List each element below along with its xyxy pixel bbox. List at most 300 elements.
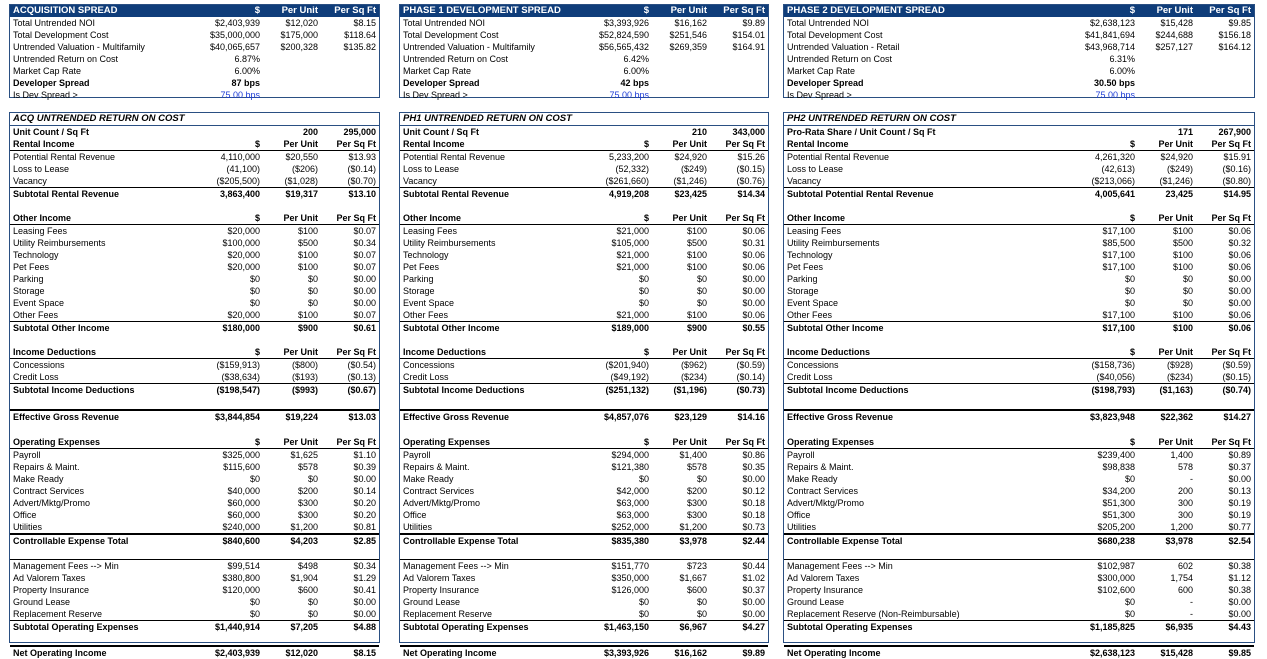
sqft-value[interactable]: 295,000 bbox=[343, 127, 376, 137]
per-sqft-cell[interactable]: $0.38 bbox=[1228, 585, 1251, 595]
per-unit-cell[interactable]: $300 bbox=[297, 498, 318, 508]
per-unit-cell[interactable]: $498 bbox=[297, 561, 318, 571]
per-unit-cell[interactable]: 1,200 bbox=[1170, 522, 1193, 532]
amount-cell[interactable]: $105,000 bbox=[611, 238, 649, 248]
amount-cell[interactable]: $ bbox=[643, 139, 649, 149]
per-sqft-cell[interactable]: ($0.14) bbox=[347, 164, 376, 174]
amount-cell[interactable]: $180,000 bbox=[222, 323, 260, 333]
label-cell[interactable]: Market Cap Rate bbox=[13, 66, 82, 76]
amount-cell[interactable]: ($49,192) bbox=[610, 372, 649, 382]
label-cell[interactable]: Subtotal Other Income bbox=[787, 323, 884, 333]
amount-cell[interactable]: $3,823,948 bbox=[1089, 412, 1135, 422]
per-unit-cell[interactable]: $100 bbox=[1172, 262, 1193, 272]
per-unit-cell[interactable]: $300 bbox=[686, 498, 707, 508]
per-unit-cell[interactable]: Per Unit bbox=[672, 213, 707, 223]
per-sqft-cell[interactable]: $0.07 bbox=[353, 226, 376, 236]
per-sqft-cell[interactable]: $0.00 bbox=[353, 597, 376, 607]
per-unit-cell[interactable]: $23,425 bbox=[674, 189, 707, 199]
per-sqft-cell[interactable]: $2.44 bbox=[742, 536, 765, 546]
amount-cell[interactable]: $40,000 bbox=[227, 486, 260, 496]
per-unit-cell[interactable]: $100 bbox=[297, 250, 318, 260]
per-unit-cell[interactable]: 200 bbox=[1177, 486, 1193, 496]
amount-cell[interactable]: $2,403,939 bbox=[214, 648, 260, 658]
per-sqft-cell[interactable] bbox=[1193, 53, 1254, 65]
label-cell[interactable]: Ground Lease bbox=[13, 597, 71, 607]
label-cell[interactable]: Untrended Valuation - Multifamily bbox=[403, 42, 535, 52]
per-unit-cell[interactable]: $500 bbox=[1172, 238, 1193, 248]
per-unit-cell[interactable]: $300 bbox=[686, 510, 707, 520]
label-cell[interactable]: Property Insurance bbox=[13, 585, 90, 595]
label-cell[interactable]: Controllable Expense Total bbox=[403, 536, 519, 546]
per-sqft-cell[interactable] bbox=[707, 89, 768, 101]
label-cell[interactable]: Vacancy bbox=[787, 176, 821, 186]
per-unit-cell[interactable] bbox=[1135, 89, 1193, 101]
per-unit-cell[interactable] bbox=[260, 77, 318, 89]
amount-cell[interactable]: $294,000 bbox=[611, 450, 649, 460]
label-cell[interactable]: Leasing Fees bbox=[403, 226, 458, 236]
label-cell[interactable]: Rental Income bbox=[13, 139, 75, 149]
per-sqft-cell[interactable]: $8.15 bbox=[353, 648, 376, 658]
per-sqft-cell[interactable]: $0.06 bbox=[742, 310, 765, 320]
amount-cell[interactable]: $0 bbox=[1124, 286, 1135, 296]
per-unit-cell[interactable]: 300 bbox=[1177, 510, 1193, 520]
per-sqft-cell[interactable]: $0.00 bbox=[742, 286, 765, 296]
per-sqft-cell[interactable]: Per Sq Ft bbox=[336, 347, 376, 357]
per-unit-cell[interactable]: $1,667 bbox=[679, 573, 707, 583]
amount-cell[interactable]: ($159,913) bbox=[216, 360, 260, 370]
label-cell[interactable]: Credit Loss bbox=[13, 372, 59, 382]
per-sqft-cell[interactable] bbox=[1193, 65, 1254, 77]
amount-cell[interactable]: 87 bps bbox=[231, 78, 260, 88]
unit-count-value[interactable]: 210 bbox=[691, 127, 707, 137]
amount-cell[interactable]: $17,100 bbox=[1102, 226, 1135, 236]
per-sqft-cell[interactable]: $8.15 bbox=[353, 18, 376, 28]
label-cell[interactable]: Office bbox=[13, 510, 37, 520]
per-sqft-cell[interactable]: $0.00 bbox=[1228, 609, 1251, 619]
per-unit-cell[interactable] bbox=[260, 89, 318, 101]
per-sqft-cell[interactable]: $14.16 bbox=[737, 412, 765, 422]
label-cell[interactable]: Subtotal Rental Revenue bbox=[13, 189, 120, 199]
per-sqft-cell[interactable]: ($0.76) bbox=[736, 176, 765, 186]
per-unit-cell[interactable]: $200 bbox=[686, 486, 707, 496]
per-unit-cell[interactable]: 1,754 bbox=[1170, 573, 1193, 583]
per-unit-cell[interactable]: Per Unit bbox=[283, 437, 318, 447]
label-cell[interactable]: Loss to Lease bbox=[13, 164, 70, 174]
per-unit-cell[interactable]: $100 bbox=[686, 226, 707, 236]
label-cell[interactable]: Leasing Fees bbox=[787, 226, 842, 236]
amount-cell[interactable]: $60,000 bbox=[227, 510, 260, 520]
amount-cell[interactable]: $115,600 bbox=[223, 462, 260, 472]
per-sqft-cell[interactable]: Per Sq Ft bbox=[336, 213, 376, 223]
per-unit-cell[interactable] bbox=[1135, 53, 1193, 65]
per-unit-cell[interactable]: $3,978 bbox=[1165, 536, 1193, 546]
per-unit-cell[interactable]: $0 bbox=[696, 274, 707, 284]
per-sqft-cell[interactable]: $0.00 bbox=[742, 474, 765, 484]
amount-cell[interactable]: 6.00% bbox=[1109, 66, 1135, 76]
amount-cell[interactable]: $0 bbox=[638, 474, 649, 484]
per-sqft-cell[interactable]: $9.89 bbox=[742, 18, 765, 28]
per-sqft-cell[interactable]: ($0.67) bbox=[347, 385, 376, 395]
per-unit-cell[interactable]: $0 bbox=[696, 286, 707, 296]
label-cell[interactable]: Potential Rental Revenue bbox=[403, 152, 506, 162]
per-unit-cell[interactable]: $6,935 bbox=[1165, 622, 1193, 632]
label-cell[interactable]: Parking bbox=[787, 274, 818, 284]
label-cell[interactable]: Total Untrended NOI bbox=[13, 18, 96, 28]
per-sqft-cell[interactable]: $0.19 bbox=[1228, 510, 1251, 520]
label-cell[interactable]: Pet Fees bbox=[787, 262, 824, 272]
label-cell[interactable]: Technology bbox=[787, 250, 833, 260]
label-cell[interactable]: Total Untrended NOI bbox=[403, 18, 486, 28]
per-unit-cell[interactable]: ($1,246) bbox=[1159, 176, 1193, 186]
amount-cell[interactable]: $240,000 bbox=[222, 522, 260, 532]
per-sqft-cell[interactable]: Per Sq Ft bbox=[1211, 139, 1251, 149]
amount-cell[interactable]: $4,857,076 bbox=[603, 412, 649, 422]
per-unit-cell[interactable]: Per Unit bbox=[1158, 139, 1193, 149]
per-sqft-cell[interactable]: $0.35 bbox=[742, 462, 765, 472]
per-sqft-cell[interactable]: $0.00 bbox=[353, 274, 376, 284]
per-unit-cell[interactable]: $0 bbox=[1182, 274, 1193, 284]
per-sqft-cell[interactable]: $9.85 bbox=[1228, 648, 1251, 658]
amount-cell[interactable]: $300,000 bbox=[1097, 573, 1135, 583]
per-unit-cell[interactable]: $12,020 bbox=[285, 18, 318, 28]
per-unit-cell[interactable]: Per Unit bbox=[672, 437, 707, 447]
amount-cell[interactable]: 4,919,208 bbox=[608, 189, 649, 199]
label-cell[interactable]: Total Development Cost bbox=[403, 30, 499, 40]
sqft-value[interactable]: 343,000 bbox=[732, 127, 765, 137]
label-cell[interactable]: Contract Services bbox=[13, 486, 85, 496]
per-sqft-cell[interactable]: $0.32 bbox=[1228, 238, 1251, 248]
amount-cell[interactable]: $ bbox=[1129, 213, 1135, 223]
label-cell[interactable]: Parking bbox=[13, 274, 44, 284]
per-unit-cell[interactable]: $0 bbox=[696, 597, 707, 607]
amount-cell[interactable]: $21,000 bbox=[616, 262, 649, 272]
per-unit-cell[interactable]: $500 bbox=[297, 238, 318, 248]
amount-cell[interactable]: 6.42% bbox=[623, 54, 649, 64]
per-sqft-cell[interactable]: $0.38 bbox=[1228, 561, 1251, 571]
amount-cell[interactable]: $680,238 bbox=[1097, 536, 1135, 546]
per-unit-cell[interactable]: ($234) bbox=[1166, 372, 1193, 382]
amount-cell[interactable]: $ bbox=[643, 347, 649, 357]
per-sqft-cell[interactable]: ($0.13) bbox=[347, 372, 376, 382]
label-cell[interactable]: Concessions bbox=[787, 360, 839, 370]
amount-cell[interactable]: $0 bbox=[1124, 274, 1135, 284]
per-sqft-cell[interactable]: $135.82 bbox=[343, 42, 376, 52]
per-unit-cell[interactable]: $500 bbox=[686, 238, 707, 248]
per-unit-cell[interactable]: $200,328 bbox=[280, 42, 318, 52]
per-unit-cell[interactable]: 300 bbox=[1177, 498, 1193, 508]
per-unit-cell[interactable]: $6,967 bbox=[679, 622, 707, 632]
per-unit-cell[interactable]: Per Unit bbox=[283, 139, 318, 149]
per-unit-cell[interactable]: $16,162 bbox=[674, 648, 707, 658]
per-sqft-cell[interactable]: $0.00 bbox=[1228, 274, 1251, 284]
per-unit-cell[interactable]: ($1,196) bbox=[673, 385, 707, 395]
per-sqft-cell[interactable]: ($0.74) bbox=[1222, 385, 1251, 395]
amount-cell[interactable]: 6.87% bbox=[234, 54, 260, 64]
per-unit-cell[interactable] bbox=[1135, 65, 1193, 77]
label-cell[interactable]: Payroll bbox=[787, 450, 815, 460]
label-cell[interactable]: Other Fees bbox=[787, 310, 833, 320]
label-cell[interactable]: Developer Spread bbox=[403, 78, 480, 88]
amount-cell[interactable]: $51,300 bbox=[1102, 498, 1135, 508]
per-sqft-cell[interactable] bbox=[318, 89, 379, 101]
per-unit-cell[interactable]: $24,920 bbox=[1160, 152, 1193, 162]
amount-cell[interactable]: $102,600 bbox=[1097, 585, 1135, 595]
amount-cell[interactable]: $43,968,714 bbox=[1084, 42, 1135, 52]
amount-cell[interactable]: $63,000 bbox=[616, 498, 649, 508]
amount-cell[interactable]: 6.00% bbox=[234, 66, 260, 76]
label-cell[interactable]: Effective Gross Revenue bbox=[787, 412, 894, 422]
per-sqft-cell[interactable]: $0.18 bbox=[742, 498, 765, 508]
label-cell[interactable]: Vacancy bbox=[13, 176, 47, 186]
amount-cell[interactable]: $0 bbox=[1124, 298, 1135, 308]
label-cell[interactable]: Replacement Reserve bbox=[403, 609, 493, 619]
per-sqft-cell[interactable]: $1.29 bbox=[353, 573, 376, 583]
per-sqft-cell[interactable]: $164.12 bbox=[1218, 42, 1251, 52]
per-unit-cell[interactable]: ($962) bbox=[680, 360, 707, 370]
per-unit-cell[interactable]: Per Unit bbox=[672, 139, 707, 149]
unit-count-value[interactable]: 171 bbox=[1177, 127, 1193, 137]
per-unit-cell[interactable]: $578 bbox=[297, 462, 318, 472]
label-cell[interactable]: Untrended Return on Cost bbox=[787, 54, 893, 64]
amount-cell[interactable]: $0 bbox=[249, 597, 260, 607]
amount-cell[interactable]: $189,000 bbox=[611, 323, 649, 333]
per-unit-cell[interactable]: $0 bbox=[696, 298, 707, 308]
per-unit-cell[interactable] bbox=[260, 65, 318, 77]
per-unit-cell[interactable]: $20,550 bbox=[285, 152, 318, 162]
amount-cell[interactable]: $126,000 bbox=[611, 585, 649, 595]
amount-cell[interactable]: 3,863,400 bbox=[219, 189, 260, 199]
amount-cell[interactable]: 75.00 bps bbox=[1095, 90, 1135, 100]
per-unit-cell[interactable]: $900 bbox=[686, 323, 707, 333]
per-unit-cell[interactable]: $269,359 bbox=[669, 42, 707, 52]
per-unit-cell[interactable]: $1,200 bbox=[679, 522, 707, 532]
label-cell[interactable]: Market Cap Rate bbox=[403, 66, 472, 76]
amount-cell[interactable]: $ bbox=[1129, 139, 1135, 149]
amount-cell[interactable]: $3,844,854 bbox=[214, 412, 260, 422]
amount-cell[interactable]: $34,200 bbox=[1102, 486, 1135, 496]
label-cell[interactable]: Is Dev Spread > bbox=[403, 90, 468, 100]
per-sqft-cell[interactable]: $0.19 bbox=[1228, 498, 1251, 508]
label-cell[interactable]: Office bbox=[403, 510, 427, 520]
amount-cell[interactable]: ($205,500) bbox=[216, 176, 260, 186]
per-unit-cell[interactable]: $100 bbox=[297, 226, 318, 236]
per-unit-cell[interactable]: $24,920 bbox=[674, 152, 707, 162]
amount-cell[interactable]: $0 bbox=[638, 609, 649, 619]
per-unit-cell[interactable]: $0 bbox=[696, 609, 707, 619]
per-unit-cell[interactable]: ($234) bbox=[680, 372, 707, 382]
per-unit-cell[interactable]: Per Unit bbox=[283, 213, 318, 223]
amount-cell[interactable]: $17,100 bbox=[1102, 262, 1135, 272]
amount-cell[interactable]: $ bbox=[254, 347, 260, 357]
label-cell[interactable]: Untrended Valuation - Retail bbox=[787, 42, 900, 52]
per-unit-cell[interactable]: $22,362 bbox=[1160, 412, 1193, 422]
per-sqft-cell[interactable]: $13.10 bbox=[348, 189, 376, 199]
per-sqft-cell[interactable]: $0.07 bbox=[353, 310, 376, 320]
amount-cell[interactable]: $840,600 bbox=[222, 536, 260, 546]
amount-cell[interactable]: $21,000 bbox=[616, 310, 649, 320]
per-sqft-cell[interactable]: $14.27 bbox=[1223, 412, 1251, 422]
label-cell[interactable]: Ground Lease bbox=[787, 597, 845, 607]
amount-cell[interactable]: 42 bps bbox=[620, 78, 649, 88]
per-sqft-cell[interactable]: $0.14 bbox=[353, 486, 376, 496]
per-unit-cell[interactable]: $600 bbox=[297, 585, 318, 595]
label-cell[interactable]: Ad Valorem Taxes bbox=[13, 573, 86, 583]
label-cell[interactable]: Vacancy bbox=[403, 176, 437, 186]
per-unit-cell[interactable]: $15,428 bbox=[1160, 648, 1193, 658]
per-sqft-cell[interactable]: $1.02 bbox=[742, 573, 765, 583]
per-unit-cell[interactable] bbox=[260, 53, 318, 65]
label-cell[interactable]: Net Operating Income bbox=[787, 648, 881, 658]
amount-cell[interactable]: $98,838 bbox=[1102, 462, 1135, 472]
amount-cell[interactable]: $2,403,939 bbox=[214, 18, 260, 28]
label-cell[interactable]: Other Income bbox=[13, 213, 72, 223]
amount-cell[interactable]: $21,000 bbox=[616, 226, 649, 236]
per-unit-cell[interactable]: $19,317 bbox=[285, 189, 318, 199]
per-sqft-cell[interactable]: $9.85 bbox=[1228, 18, 1251, 28]
amount-cell[interactable]: $99,514 bbox=[227, 561, 260, 571]
label-cell[interactable]: Utility Reimbursements bbox=[403, 238, 496, 248]
per-unit-cell[interactable] bbox=[649, 53, 707, 65]
amount-cell[interactable]: $151,770 bbox=[611, 561, 649, 571]
per-unit-cell[interactable]: $3,978 bbox=[679, 536, 707, 546]
label-cell[interactable]: Utility Reimbursements bbox=[13, 238, 106, 248]
amount-cell[interactable]: $20,000 bbox=[227, 262, 260, 272]
label-cell[interactable]: Potential Rental Revenue bbox=[787, 152, 890, 162]
per-unit-cell[interactable]: Per Unit bbox=[283, 347, 318, 357]
per-sqft-cell[interactable]: $15.26 bbox=[737, 152, 765, 162]
amount-cell[interactable]: $0 bbox=[249, 274, 260, 284]
per-unit-cell[interactable]: $100 bbox=[686, 310, 707, 320]
per-unit-cell[interactable]: $100 bbox=[1172, 323, 1193, 333]
per-sqft-cell[interactable]: $0.73 bbox=[742, 522, 765, 532]
amount-cell[interactable]: $0 bbox=[638, 597, 649, 607]
amount-cell[interactable]: $1,463,150 bbox=[603, 622, 649, 632]
per-unit-cell[interactable]: - bbox=[1190, 609, 1193, 619]
amount-cell[interactable]: $1,185,825 bbox=[1089, 622, 1135, 632]
per-sqft-cell[interactable]: ($0.14) bbox=[736, 372, 765, 382]
per-unit-cell[interactable]: 578 bbox=[1177, 462, 1193, 472]
label-cell[interactable]: Loss to Lease bbox=[787, 164, 844, 174]
label-cell[interactable]: Utility Reimbursements bbox=[787, 238, 880, 248]
amount-cell[interactable]: $ bbox=[1129, 437, 1135, 447]
per-unit-cell[interactable]: $0 bbox=[307, 474, 318, 484]
per-sqft-cell[interactable]: $2.54 bbox=[1228, 536, 1251, 546]
per-unit-cell[interactable]: $0 bbox=[1182, 286, 1193, 296]
amount-cell[interactable]: $60,000 bbox=[227, 498, 260, 508]
amount-cell[interactable]: $102,987 bbox=[1097, 561, 1135, 571]
label-cell[interactable]: Total Untrended NOI bbox=[787, 18, 870, 28]
per-sqft-cell[interactable]: $0.12 bbox=[742, 486, 765, 496]
label-cell[interactable]: Subtotal Income Deductions bbox=[403, 385, 525, 395]
label-cell[interactable]: Other Income bbox=[403, 213, 462, 223]
per-sqft-cell[interactable]: $0.39 bbox=[353, 462, 376, 472]
per-sqft-cell[interactable]: $0.20 bbox=[353, 498, 376, 508]
per-sqft-cell[interactable]: $0.34 bbox=[353, 238, 376, 248]
label-cell[interactable]: Is Dev Spread > bbox=[787, 90, 852, 100]
per-sqft-cell[interactable] bbox=[318, 65, 379, 77]
amount-cell[interactable]: ($38,634) bbox=[221, 372, 260, 382]
label-cell[interactable]: Concessions bbox=[13, 360, 65, 370]
per-unit-cell[interactable]: ($249) bbox=[1166, 164, 1193, 174]
per-sqft-cell[interactable]: $9.89 bbox=[742, 648, 765, 658]
per-unit-cell[interactable]: $0 bbox=[307, 286, 318, 296]
label-cell[interactable]: Payroll bbox=[403, 450, 431, 460]
per-sqft-cell[interactable]: $0.06 bbox=[1228, 250, 1251, 260]
amount-cell[interactable]: $ bbox=[254, 139, 260, 149]
per-unit-cell[interactable]: Per Unit bbox=[672, 347, 707, 357]
per-unit-cell[interactable]: 1,400 bbox=[1170, 450, 1193, 460]
per-unit-cell[interactable]: $1,400 bbox=[679, 450, 707, 460]
per-unit-cell[interactable]: Per Unit bbox=[1158, 213, 1193, 223]
per-sqft-cell[interactable]: $0.00 bbox=[353, 286, 376, 296]
per-sqft-cell[interactable]: $0.44 bbox=[742, 561, 765, 571]
per-sqft-cell[interactable]: $13.03 bbox=[348, 412, 376, 422]
per-unit-cell[interactable]: $100 bbox=[1172, 250, 1193, 260]
label-cell[interactable]: Other Fees bbox=[403, 310, 449, 320]
label-cell[interactable]: Repairs & Maint. bbox=[787, 462, 854, 472]
amount-cell[interactable]: $1,440,914 bbox=[214, 622, 260, 632]
amount-cell[interactable]: 5,233,200 bbox=[608, 152, 649, 162]
amount-cell[interactable]: $120,000 bbox=[222, 585, 260, 595]
amount-cell[interactable]: $0 bbox=[249, 474, 260, 484]
amount-cell[interactable]: ($198,547) bbox=[216, 385, 260, 395]
label-cell[interactable]: Income Deductions bbox=[403, 347, 487, 357]
per-sqft-cell[interactable]: $0.00 bbox=[1228, 298, 1251, 308]
per-sqft-cell[interactable]: $0.06 bbox=[742, 226, 765, 236]
per-sqft-cell[interactable]: $0.37 bbox=[742, 585, 765, 595]
per-sqft-cell[interactable] bbox=[318, 53, 379, 65]
per-unit-cell[interactable]: ($1,246) bbox=[673, 176, 707, 186]
per-sqft-cell[interactable]: $4.88 bbox=[353, 622, 376, 632]
amount-cell[interactable]: (42,613) bbox=[1101, 164, 1135, 174]
label-cell[interactable]: Operating Expenses bbox=[13, 437, 101, 447]
per-sqft-cell[interactable]: $0.06 bbox=[742, 262, 765, 272]
per-sqft-cell[interactable]: $0.00 bbox=[1228, 474, 1251, 484]
per-sqft-cell[interactable]: ($0.70) bbox=[347, 176, 376, 186]
amount-cell[interactable]: $0 bbox=[249, 286, 260, 296]
label-cell[interactable]: Subtotal Operating Expenses bbox=[787, 622, 913, 632]
per-sqft-cell[interactable]: $0.55 bbox=[742, 323, 765, 333]
label-cell[interactable]: Subtotal Potential Rental Revenue bbox=[787, 189, 934, 199]
amount-cell[interactable]: $3,393,926 bbox=[603, 648, 649, 658]
amount-cell[interactable]: 6.00% bbox=[623, 66, 649, 76]
label-cell[interactable]: Management Fees --> Min bbox=[787, 561, 893, 571]
amount-cell[interactable]: $ bbox=[254, 213, 260, 223]
per-unit-cell[interactable]: ($193) bbox=[291, 372, 318, 382]
amount-cell[interactable]: $ bbox=[1129, 347, 1135, 357]
per-unit-cell[interactable] bbox=[1135, 77, 1193, 89]
per-unit-cell[interactable]: $0 bbox=[307, 298, 318, 308]
per-sqft-cell[interactable]: $2.85 bbox=[353, 536, 376, 546]
amount-cell[interactable]: ($261,660) bbox=[605, 176, 649, 186]
label-cell[interactable]: Technology bbox=[403, 250, 449, 260]
per-sqft-cell[interactable]: Per Sq Ft bbox=[725, 437, 765, 447]
per-unit-cell[interactable]: $19,224 bbox=[285, 412, 318, 422]
per-sqft-cell[interactable]: $0.00 bbox=[1228, 597, 1251, 607]
per-sqft-cell[interactable]: $0.00 bbox=[353, 609, 376, 619]
per-unit-cell[interactable]: $1,904 bbox=[290, 573, 318, 583]
per-sqft-cell[interactable]: $0.00 bbox=[353, 474, 376, 484]
label-cell[interactable]: Subtotal Rental Revenue bbox=[403, 189, 510, 199]
label-cell[interactable]: Event Space bbox=[403, 298, 455, 308]
label-cell[interactable]: Loss to Lease bbox=[403, 164, 460, 174]
label-cell[interactable]: Untrended Return on Cost bbox=[403, 54, 509, 64]
per-sqft-cell[interactable]: $14.95 bbox=[1223, 189, 1251, 199]
per-sqft-cell[interactable]: $0.89 bbox=[1228, 450, 1251, 460]
label-cell[interactable]: Subtotal Income Deductions bbox=[787, 385, 909, 395]
amount-cell[interactable]: 75.00 bps bbox=[609, 90, 649, 100]
amount-cell[interactable]: $2,638,123 bbox=[1089, 648, 1135, 658]
